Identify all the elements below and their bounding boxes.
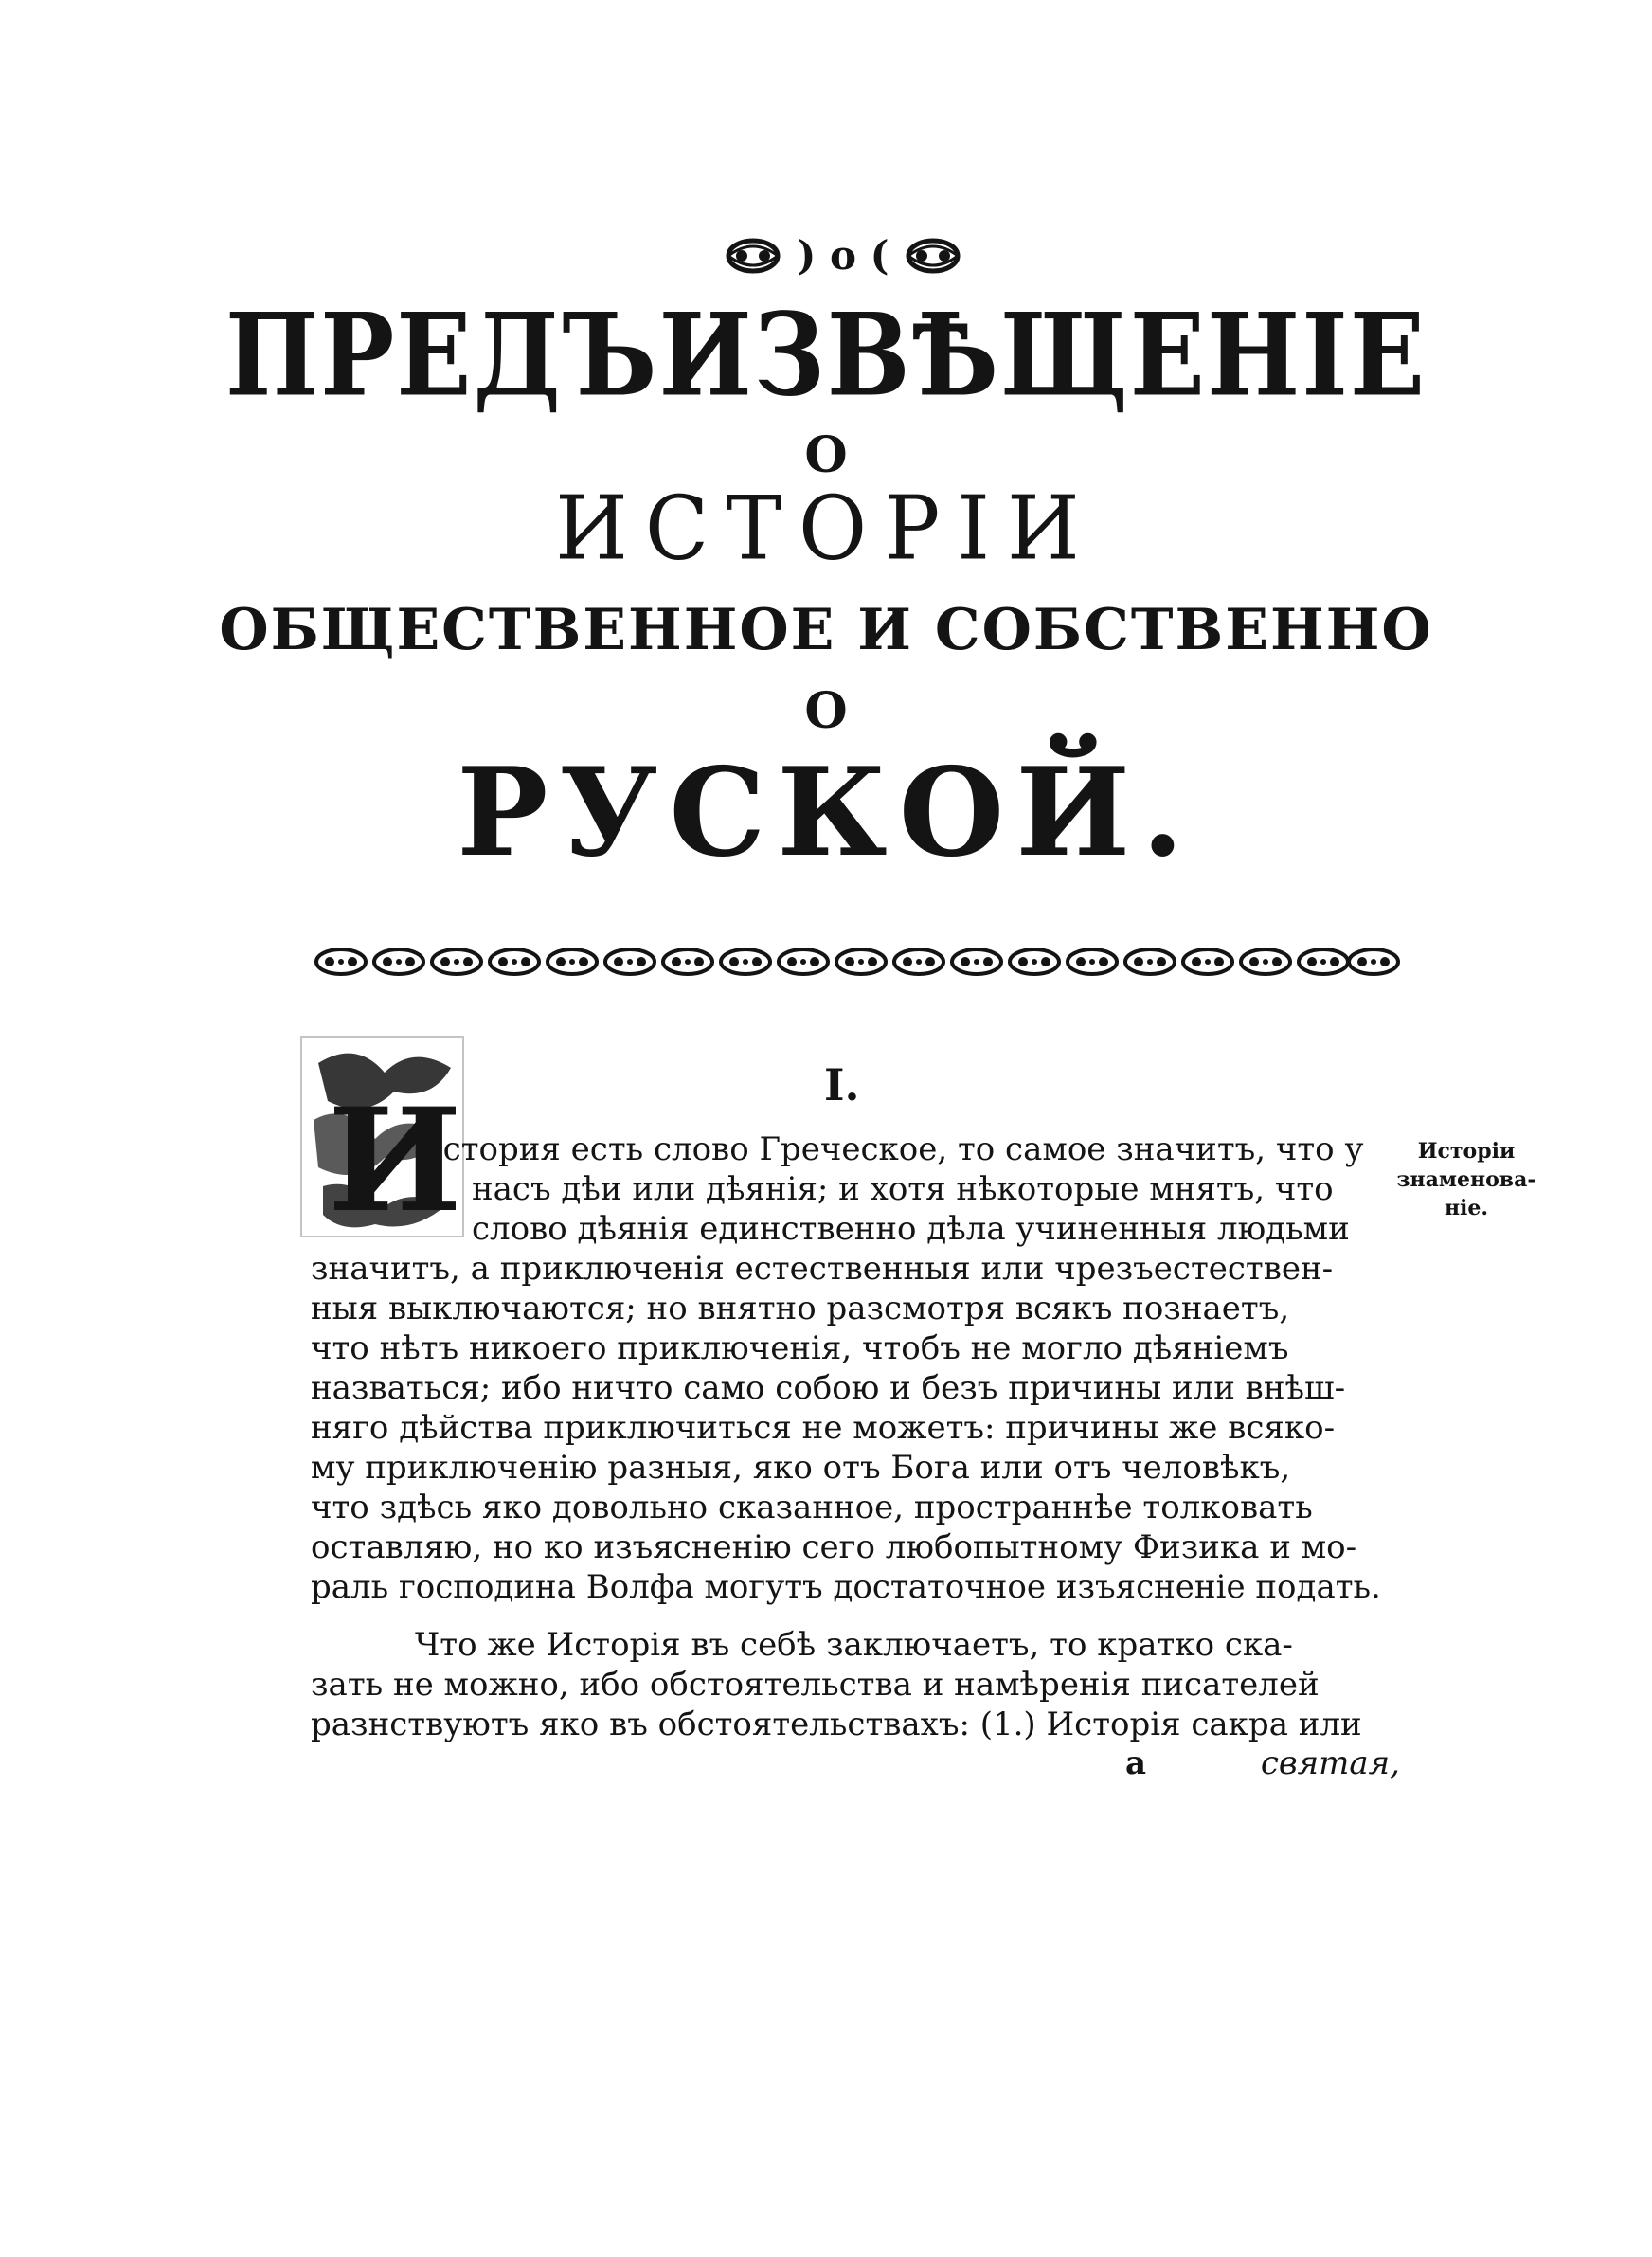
margin-note bbox=[1391, 1137, 1542, 1222]
flower-ornament-right-icon bbox=[903, 235, 963, 277]
catchword: святая, bbox=[1260, 1744, 1400, 1782]
margin-note-line: Исторiи bbox=[1417, 1139, 1516, 1164]
page-title: ПРЕДЪИЗВѢЩЕНІЕ bbox=[224, 287, 1428, 423]
text-line: слово дѣянія единственно дѣла учиненныя людьми bbox=[472, 1210, 1350, 1248]
text-line: ныя выключаются; но внятно разсмотря всякъ познаетъ, bbox=[311, 1290, 1290, 1327]
title-public: ОБЩЕСТВЕННОЕ И СОБСТВЕННО bbox=[219, 597, 1433, 663]
text-line: насъ дѣи или дѣянія; и хотя нѣкоторые мнятъ, что bbox=[472, 1170, 1334, 1208]
title-preposition-2: О bbox=[804, 682, 848, 740]
section-number: I. bbox=[824, 1059, 860, 1110]
text-line: оставляю, но ко изъясненію сего любопытному Физика и мо- bbox=[311, 1528, 1357, 1566]
title-preposition-1: О bbox=[804, 426, 848, 484]
text-line: Что же Исторія въ себѣ заключаетъ, то кратко ска- bbox=[415, 1626, 1293, 1664]
paragraph-1 bbox=[311, 1129, 1400, 1607]
header-ornament-marks: ) o ( bbox=[797, 232, 889, 279]
margin-note-line: нiе. bbox=[1444, 1196, 1489, 1220]
svg-text:И: И bbox=[328, 1077, 462, 1238]
signature-mark: а bbox=[1125, 1744, 1147, 1782]
title-russian: РУСКОЙ. bbox=[457, 742, 1195, 884]
text-line: значитъ, а приключенія естественныя или чрезъестествен- bbox=[311, 1250, 1334, 1288]
text-line: что нѣтъ никоего приключенія, чтобъ не могло дѣяніемъ bbox=[311, 1329, 1289, 1367]
text-line: няго дѣйства приключиться не можетъ: причины же всяко- bbox=[311, 1409, 1336, 1447]
text-line: зать не можно, ибо обстоятельства и намѣренія писателей bbox=[311, 1666, 1320, 1704]
margin-note-line: знаменова- bbox=[1396, 1167, 1536, 1192]
header-ornament bbox=[701, 227, 985, 284]
ornamental-band bbox=[313, 938, 1402, 985]
flower-ornament-left-icon bbox=[723, 235, 783, 277]
text-line: назваться; ибо ничто само собою и безъ причины или внѣш- bbox=[311, 1369, 1346, 1407]
page-footer-line bbox=[311, 1743, 1400, 1783]
paragraph-2 bbox=[311, 1625, 1400, 1744]
title-history: ИСТОРІИ bbox=[555, 477, 1097, 580]
text-line: разнствуютъ яко въ обстоятельствахъ: (1.) Исторія сакра или bbox=[311, 1706, 1362, 1743]
text-line: му приключенію разныя, яко отъ Бога или отъ человѣкъ, bbox=[311, 1449, 1291, 1487]
text-line: История есть слово Греческое, то самое значитъ, что у bbox=[415, 1130, 1364, 1168]
text-line: раль господина Волфа могутъ достаточное изъясненіе подать. bbox=[311, 1568, 1381, 1606]
text-line: что здѣсь яко довольно сказанное, пространнѣе толковать bbox=[311, 1489, 1313, 1526]
